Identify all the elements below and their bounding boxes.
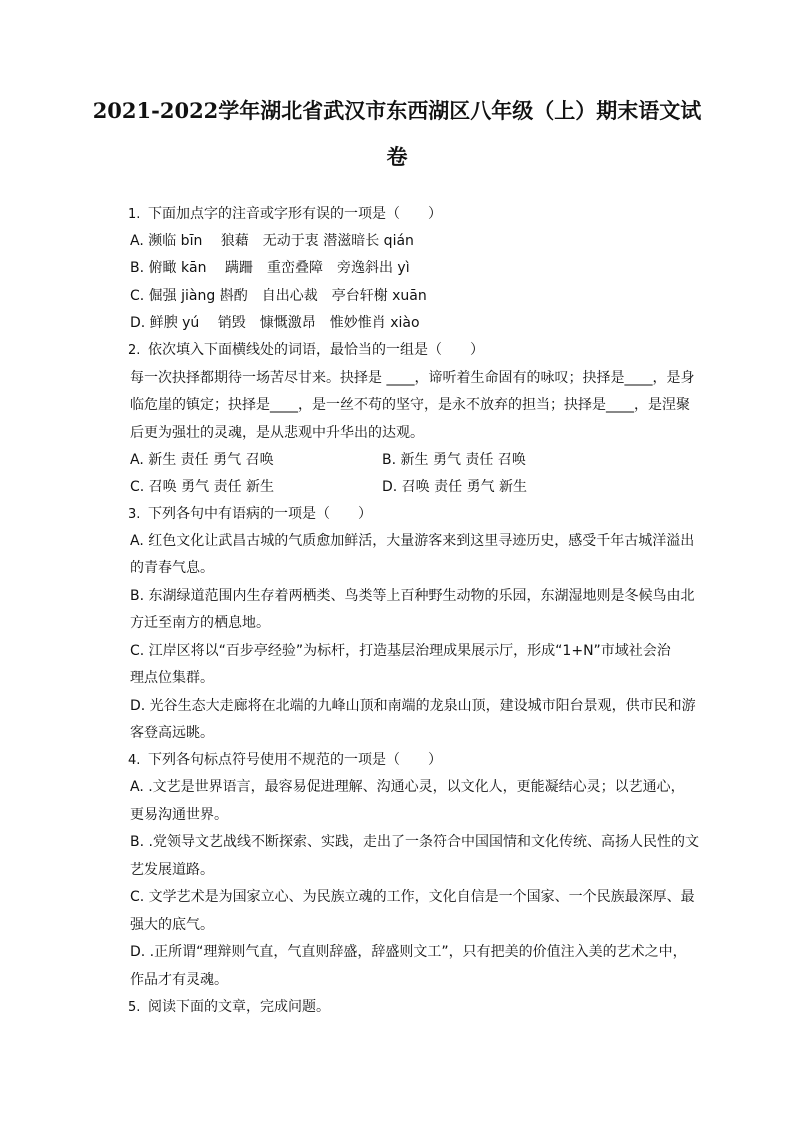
question-3-stem: 3. 下列各句中有语病的一项是（ ） [128,504,372,525]
question-2-stem: 2. 依次填入下面横线处的词语，最恰当的一组是（ ） [128,340,484,361]
question-4-option-a: A. .文艺是世界语言，最容易促进理解、沟通心灵，以文化人，更能凝结心灵；以艺通心， [130,779,685,795]
question-4-option-b: B. .党领导文艺战线不断探索、实践，走出了一条符合中国国情和文化传统、高扬人民性的文 [130,834,699,850]
document-title: 2021-2022学年湖北省武汉市东西湖区八年级（上）期末语文试 [92,98,702,123]
question-4-option-c-cont: 强大的底气。 [130,917,214,933]
question-3-option-d: D. 光谷生态大走廊将在北端的九峰山顶和南端的龙泉山顶，建设城市阳台景观，供市民和游 [130,698,696,714]
question-number: 3. [128,507,141,522]
question-3-option-d-cont: 客登高远眺。 [130,725,214,741]
question-2-passage-line: 每一次抉择都期待一场苦尽甘来。抉择是 ____，谛听着生命固有的咏叹；抉择是____，是身 [130,370,695,386]
question-3-option-b: B. 东湖绿道范围内生存着两栖类、鸟类等上百种野生动物的乐园，东湖湿地则是冬候鸟由北 [130,588,695,604]
question-1-option-c: C. 倔强 jiàng 斟酌 自出心裁 亭台轩榭 xuān [130,288,427,304]
question-1-option-b: B. 俯瞰 kān 蹒跚 重峦叠障 旁逸斜出 yì [130,260,410,276]
question-3-option-b-cont: 方迁至南方的栖息地。 [130,615,270,631]
document-title-continued: 卷 [386,144,408,169]
question-4-option-d: D. .正所谓“理辩则气直，气直则辞盛，辞盛则文工”，只有把美的价值注入美的艺术之中， [130,944,687,960]
question-5-stem: 5. 阅读下面的文章，完成问题。 [128,997,330,1018]
question-number: 5. [128,1000,141,1015]
question-4-option-a-cont: 更易沟通世界。 [130,807,228,823]
question-4-option-d-cont: 作品才有灵魂。 [130,972,228,988]
question-3-option-a: A. 红色文化让武昌古城的气质愈加鲜活，大量游客来到这里寻迹历史，感受千年古城洋溢出 [130,533,695,549]
question-1-stem: 1. 下面加点字的注音或字形有误的一项是（ ） [128,204,442,225]
question-4-stem: 4. 下列各句标点符号使用不规范的一项是（ ） [128,750,442,771]
question-1-option-d: D. 鲜腴 yú 销毁 慷慨激昂 惟妙惟肖 xiào [130,315,420,331]
question-2-passage-line: 后更为强壮的灵魂，是从悲观中升华出的达观。 [130,425,424,441]
question-2-option-b: B. 新生 勇气 责任 召唤 [382,452,526,468]
question-2-passage-line: 临危崖的镇定；抉择是____，是一丝不苟的坚守，是永不放弃的担当；抉择是____，是涅聚 [130,397,690,413]
question-number: 4. [128,753,141,768]
question-number: 2. [128,343,141,358]
question-1-option-a: A. 濒临 bīn 狼藉 无动于衷 潜滋暗长 qián [130,233,414,249]
question-4-option-b-cont: 艺发展道路。 [130,862,214,878]
question-3-option-c: C. 江岸区将以“百步亭经验”为标杆，打造基层治理成果展示厅，形成“1+N”市域社会治 [130,643,671,659]
question-2-option-c: C. 召唤 勇气 责任 新生 [130,479,275,495]
question-4-option-c: C. 文学艺术是为国家立心、为民族立魂的工作，文化自信是一个国家、一个民族最深厚、最 [130,889,695,905]
question-2-option-a: A. 新生 责任 勇气 召唤 [130,452,274,468]
question-3-option-a-cont: 的青春气息。 [130,560,214,576]
question-3-option-c-cont: 理点位集群。 [130,670,214,686]
question-number: 1. [128,207,141,222]
question-2-option-d: D. 召唤 责任 勇气 新生 [382,479,528,495]
